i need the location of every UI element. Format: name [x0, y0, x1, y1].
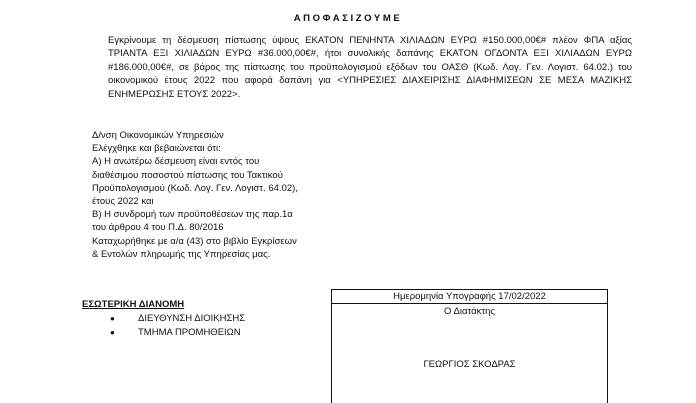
certification-line: & Εντολών πληρωμής της Υπηρεσίας μας.: [92, 248, 271, 260]
certification-line: Β) Η συνδρομή των προϋποθέσεων της παρ.1α: [92, 209, 293, 221]
decision-line: #186.000,00€#, σε βάρος της πίστωσης του προϋπολογισμού εξόδων του ΟΑΣΘ (Κωδ. Λογ. Γεν. Λογιστ. 64.02.) του: [108, 61, 632, 73]
decision-line: ΤΡΙΑΝΤΑ ΕΞΙ ΧΙΛΙΑΔΩΝ ΕΥΡΩ #36.000,00€#, ήτοι συνολικής δαπάνης ΕΚΑΤΟΝ ΟΓΔΟΝΤΑ ΕΞΙ ΧΙΛΙΑΔΩΝ ΕΥΡΩ: [108, 48, 632, 60]
signatory-name: ΓΕΩΡΓΙΟΣ ΣΚΟΔΡΑΣ: [423, 359, 516, 370]
bullet-icon: ●: [110, 327, 115, 337]
list-item: [110, 312, 245, 326]
signatory-role: Ο Διατάκτης: [444, 306, 495, 317]
certification-line: Καταχωρήθηκε με α/α (43) στο βιβλίο Εγκρίσεων: [92, 235, 297, 247]
certification-department: Δ/νση Οικονομικών Υπηρεσιών: [92, 130, 224, 141]
decision-paragraph: [108, 34, 632, 101]
decision-heading: ΑΠΟΦΑΣΙΖΟΥΜΕ: [293, 13, 403, 24]
list-item: [110, 326, 245, 340]
decision-line: Εγκρίνουμε τη δέσμευση πίστωσης ύψους ΕΚΑΤΟΝ ΠΕΝΗΝΤΑ ΧΙΛΙΑΔΩΝ ΕΥΡΩ #150.000,00€# πλέον ΦΠΑ αξίας: [108, 35, 632, 46]
certification-line: Α) Η ανωτέρω δέσμευση είναι εντός του: [92, 156, 260, 168]
internal-distribution-list: [110, 312, 245, 339]
distribution-item-label: ΤΜΗΜΑ ΠΡΟΜΗΘΕΙΩΝ: [138, 326, 241, 338]
certification-line: του άρθρου 4 του Π.Δ. 80/2016: [92, 222, 224, 234]
decision-line: οικονομικού έτους 2022 που αφορά δαπάνη για <ΥΠΗΡΕΣΙΕΣ ΔΙΑΧΕΙΡΙΣΗΣ ΔΙΑΦΗΜΙΣΕΩΝ ΣΕ ΜΕΣΑ ΜΑΖΙΚΗΣ: [108, 75, 632, 87]
certification-line: Ελέγχθηκε και βεβαιώνεται ότι:: [92, 143, 221, 155]
financial-certification: [92, 129, 332, 261]
certification-line: έτους 2022 και: [92, 196, 154, 208]
signature-box: [331, 289, 608, 403]
bullet-icon: ●: [110, 314, 115, 323]
signature-date: Ημερομηνία Υπογραφής 17/02/2022: [332, 290, 607, 304]
decision-line: ΕΝΗΜΕΡΩΣΗΣ ΕΤΟΥΣ 2022>.: [108, 88, 241, 100]
distribution-item-label: ΔΙΕΥΘΥΝΣΗ ΔΙΟΙΚΗΣΗΣ: [138, 313, 246, 324]
internal-distribution-title: ΕΣΩΤΕΡΙΚΗ ΔΙΑΝΟΜΗ: [82, 299, 185, 310]
certification-line: Προϋπολογισμού (Κωδ. Λογ. Γεν. Λογιστ. 64.02),: [92, 182, 298, 194]
certification-line: διαθέσιμου ποσοστού πίστωσης του Τακτικού: [92, 169, 283, 181]
